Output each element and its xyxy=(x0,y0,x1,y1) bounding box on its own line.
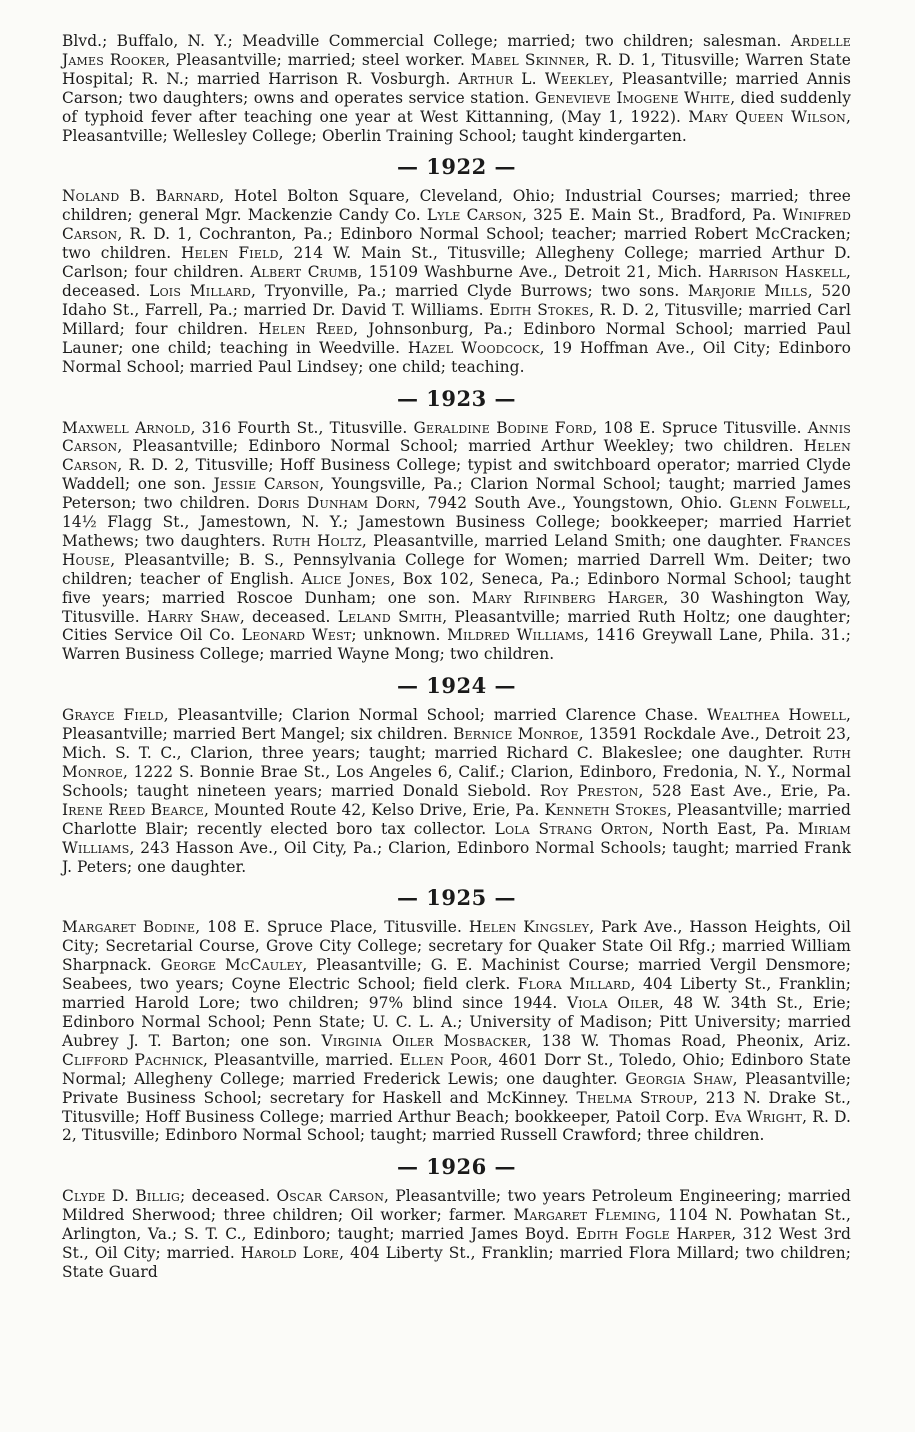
entry-details: , 48 W. 34th St., Erie; Edinboro Normal School; Penn State; U. C. L. A.; University of Madison; Pitt University; married Aubrey J. T. Barton; one son. xyxy=(62,994,851,1050)
year-section xyxy=(62,674,851,876)
person-name: Glenn Folwell xyxy=(729,494,846,513)
year-section xyxy=(62,387,851,665)
entry-details: , 404 Liberty St., Franklin; married Harold Lore; two children; 97% blind since 1944. xyxy=(62,975,851,1013)
entry-details: , R. D. 2, Titusville; Hoff Business College; typist and switchboard operator; married Clyde Waddell; one son. xyxy=(62,456,851,494)
person-name: Edith Stokes xyxy=(489,300,590,319)
entry-details: , died suddenly of typhoid fever after teaching one year at West Kittanning, (May 1, 1922). xyxy=(62,88,851,126)
entry-details: , 1104 N. Powhatan St., Arlington, Va.; S. T. C., Edinboro; taught; married James Boyd. xyxy=(62,1206,851,1244)
entry-details: , Pleasantville; Clarion Normal School; married Clarence Chase. xyxy=(163,706,699,725)
entry-details: , 4601 Dorr St., Toledo, Ohio; Edinboro State Normal; Allegheny College; married Frederick Lewis; one daughter. xyxy=(62,1050,851,1088)
entry xyxy=(272,532,783,550)
person-name: Harry Shaw xyxy=(146,607,240,626)
person-name: Margaret Bodine xyxy=(62,918,196,937)
entry-details: , Pleasantville; married; steel worker. xyxy=(165,50,465,69)
entry-details: ; deceased. xyxy=(180,1187,271,1206)
entry xyxy=(414,419,802,437)
person-name: Helen Kingsley xyxy=(468,918,590,937)
entry-details: , 214 W. Main St., Titusville; Allegheny College; married Arthur D. Carlson; four children. xyxy=(62,244,851,282)
person-name: Albert Crumb xyxy=(250,263,358,282)
entry-details: , Pleasantville; two years Petroleum Engineering; married Mildred Sherwood; three children; Oil worker; farmer. xyxy=(62,1187,851,1225)
section-paragraph xyxy=(62,419,851,665)
person-name: Maxwell Arnold xyxy=(62,418,191,437)
entry-details: , Tryonville, Pa.; married Clyde Burrows; two sons. xyxy=(251,281,680,300)
person-name: Helen Reed xyxy=(258,319,354,338)
person-name: Viola Oiler xyxy=(566,994,659,1013)
entry-details: , 108 E. Spruce Titusville. xyxy=(592,418,802,437)
entry xyxy=(62,1051,394,1069)
person-name: Frances House xyxy=(62,531,851,569)
person-name: Leonard West xyxy=(241,626,352,645)
entry xyxy=(242,626,441,644)
entry xyxy=(147,608,331,626)
person-name: Genevieve Imogene White xyxy=(534,88,731,107)
year-section xyxy=(62,886,851,1145)
entry-details: , 138 W. Thomas Road, Pheonix, Ariz. xyxy=(526,1031,851,1050)
entry-details: , R. D. 1, Titusville; Warren State Hospital; R. N.; married Harrison R. Vosburgh. xyxy=(62,50,851,88)
entry-details: , Hotel Bolton Square, Cleveland, Ohio; Industrial Courses; married; three children; general Mgr. Mackenzie Candy Co. xyxy=(62,187,851,225)
person-name: Lola Strang Orton xyxy=(494,819,649,838)
person-name: Ruth Holtz xyxy=(272,531,362,550)
person-name: Mabel Skinner xyxy=(470,50,585,69)
person-name: Ardelle James Rooker xyxy=(62,32,851,69)
entry xyxy=(62,801,539,819)
person-name: Arthur L. Weekley xyxy=(458,69,609,88)
entry xyxy=(250,263,702,281)
entry-details: , 7942 South Ave., Youngstown, Ohio. xyxy=(415,494,723,513)
person-name: Alice Jones xyxy=(301,569,391,588)
entry-details: , Youngsville, Pa.; Clarion Normal School; taught; married James Peterson; two children. xyxy=(62,475,851,513)
person-name: Thelma Stroup xyxy=(576,1088,694,1107)
person-name: Helen Carson xyxy=(62,437,852,475)
entry-details: , 15109 Washburne Ave., Detroit 21, Mich. xyxy=(357,263,703,282)
year-heading: — 1923 — xyxy=(396,385,517,411)
entry-details: , deceased. xyxy=(62,263,851,300)
entry-details: , Mounted Route 42, Kelso Drive, Erie, Pa. xyxy=(203,800,540,819)
entry-details: , Box 102, Seneca, Pa.; Edinboro Normal School; taught five years; married Roscoe Dunham; one son. xyxy=(62,569,851,607)
year-heading: — 1922 — xyxy=(396,154,517,180)
person-name: Bernice Monroe xyxy=(453,725,579,744)
person-name: Flora Millard xyxy=(517,975,631,994)
entry xyxy=(257,494,722,512)
person-name: Harrison Haskell xyxy=(708,263,846,282)
entry-details: , 243 Hasson Ave., Oil City, Pa.; Clarion, Edinboro Normal Schools; taught; married Frank J. Peters; one daughter. xyxy=(62,838,851,876)
entry-details: , R. D. 1, Cochranton, Pa.; Edinboro Normal School; teacher; married Robert McCracken; two children. xyxy=(62,225,851,263)
entry-details: , Johnsonburg, Pa.; Edinboro Normal School; married Paul Launer; one child; teaching in Weedville. xyxy=(62,319,851,357)
section-paragraph xyxy=(62,706,851,876)
section-paragraph xyxy=(62,1187,851,1282)
entry-details: , Pleasantville, married. xyxy=(202,1050,394,1069)
entry-details: , 1416 Greywall Lane, Phila. 31.; Warren Business College; married Wayne Mong; two children. xyxy=(62,626,851,664)
entry-details: , R. D. 2, Titusville; married Carl Millard; four children. xyxy=(62,300,851,338)
person-name: Margaret Fleming xyxy=(513,1206,657,1225)
entry-details: , 316 Fourth St., Titusville. xyxy=(190,418,408,437)
entry xyxy=(495,820,790,838)
entry-details: , Pleasantville; G. E. Machinist Course; married Vergil Densmore; Seabees, two years; Coyne Electric School; field clerk. xyxy=(62,956,851,994)
person-name: Lyle Carson xyxy=(426,206,523,225)
entry-details: , Pleasantville; married Charlotte Blair; recently elected boro tax collector. xyxy=(62,800,851,838)
entry-details: , Pleasantville, married Leland Smith; one daughter. xyxy=(361,531,783,550)
person-name: Roy Preston xyxy=(539,781,639,800)
entry xyxy=(540,782,851,800)
entry-details: , 1222 S. Bonnie Brae St., Los Angeles 6, Calif.; Clarion, Edinboro, Fredonia, N. Y., Normal Schools; taught nineteen years; married Donald Siebold. xyxy=(62,763,851,800)
entry-details: , 19 Hoffman Ave., Oil City; Edinboro Normal School; married Paul Lindsey; one child; teaching. xyxy=(62,338,851,376)
year-heading: — 1925 — xyxy=(396,885,517,911)
entry-details: , Pleasantville; married Annis Carson; two daughters; owns and operates service station. xyxy=(62,69,851,107)
entry-details: , Pleasantville; B. S., Pennsylvania College for Women; married Darrell Wm. Deiter; two children; teacher of English. xyxy=(62,550,851,588)
entry-details: , Pleasantville; married Ruth Holtz; one daughter; Cities Service Oil Co. xyxy=(62,607,851,645)
person-name: Hazel Woodcock xyxy=(407,338,540,357)
entry-details: , 30 Washington Way, Titusville. xyxy=(62,588,852,626)
entry-details: , Pleasantville; Wellesley College; Oberlin Training School; taught kindergarten. xyxy=(62,107,851,145)
person-name: Edith Fogle Harper xyxy=(575,1225,732,1244)
entry xyxy=(62,32,781,50)
entry xyxy=(62,918,462,936)
person-name: Ellen Poor xyxy=(399,1050,488,1069)
person-name: Eva Wright xyxy=(714,1107,803,1126)
person-name: Marjorie Mills xyxy=(688,281,808,300)
person-name: Clifford Pachnick xyxy=(62,1050,203,1069)
entry-details: , 528 East Ave., Erie, Pa. xyxy=(638,781,851,800)
entry-details: , Pleasantville; married Bert Mangel; six children. xyxy=(62,706,852,744)
entry xyxy=(149,282,679,300)
person-name: Mary Rifinberg Harger xyxy=(471,588,664,607)
entry-details: , Pleasantville; Private Business School; secretary for Haskell and McKinney. xyxy=(62,1069,852,1107)
entry-details: Blvd.; Buffalo, N. Y.; Meadville Commercial College; married; two children; salesman. xyxy=(62,32,782,50)
person-name: George McCauley xyxy=(160,956,303,975)
year-heading: — 1926 — xyxy=(396,1154,517,1180)
person-name: Clyde D. Billig xyxy=(62,1187,180,1206)
person-name: Grayce Field xyxy=(62,706,164,725)
person-name: Oscar Carson xyxy=(276,1187,385,1206)
person-name: Wealthea Howell xyxy=(706,706,847,725)
entry-details: , R. D. 2, Titusville; Edinboro Normal School; taught; married Russell Crawford; three children. xyxy=(62,1107,851,1145)
entry xyxy=(62,1187,270,1205)
person-name: Harold Lore xyxy=(240,1244,340,1263)
person-name: Jessie Carson xyxy=(213,475,320,494)
person-name: Virginia Oiler Mosbacker xyxy=(321,1031,527,1050)
person-name: Irene Reed Bearce xyxy=(62,800,204,819)
year-sections xyxy=(62,155,851,1281)
entry-details: , 312 West 3rd St., Oil City; married. xyxy=(62,1225,851,1263)
person-name: Kenneth Stokes xyxy=(544,800,667,819)
entry xyxy=(322,1032,851,1050)
entry-details: ; unknown. xyxy=(351,626,441,645)
person-name: Winifred Carson xyxy=(62,206,852,244)
person-name: Mildred Williams xyxy=(447,626,585,645)
entry-details: , North East, Pa. xyxy=(648,819,790,838)
section-paragraph xyxy=(62,918,851,1145)
entry xyxy=(62,419,407,437)
entry-details: , Park Ave., Hasson Heights, Oil City; Secretarial Course, Grove City College; secretary for Quaker State Oil Rfg.; married William Sharpnack. xyxy=(62,918,852,975)
person-name: Geraldine Bodine Ford xyxy=(413,418,593,437)
year-heading: — 1924 — xyxy=(396,673,517,699)
section-paragraph xyxy=(62,187,851,376)
entry-details: , 404 Liberty St., Franklin; married Flora Millard; two children; State Guard xyxy=(62,1244,852,1281)
person-name: Lois Millard xyxy=(149,281,251,300)
person-name: Doris Dunham Dorn xyxy=(257,494,416,513)
entry xyxy=(427,206,777,224)
person-name: Annis Carson xyxy=(62,418,851,456)
person-name: Helen Field xyxy=(181,244,279,263)
entry-details: , 520 Idaho St., Farrell, Pa.; married Dr. David T. Williams. xyxy=(62,281,852,319)
entry xyxy=(62,706,698,724)
person-name: Georgia Shaw xyxy=(625,1069,733,1088)
person-name: Miriam Williams xyxy=(62,819,851,857)
entry-details: , 14½ Flagg St., Jamestown, N. Y.; Jamestown Business College; bookkeeper; married Harriet Mathews; two daughters. xyxy=(62,494,851,550)
person-name: Mary Queen Wilson xyxy=(688,107,846,126)
entry-details: , Pleasantville; Edinboro Normal School; married Arthur Weekley; two children. xyxy=(117,437,794,456)
entry-details: , 13591 Rockdale Ave., Detroit 23, Mich. S. T. C., Clarion, three years; taught; married Richard C. Blakeslee; one daughter. xyxy=(62,725,851,763)
year-section xyxy=(62,1155,851,1282)
person-name: Ruth Monroe xyxy=(62,744,851,781)
year-section xyxy=(62,155,851,376)
intro-paragraph xyxy=(62,32,851,145)
entry-details: , 108 E. Spruce Place, Titusville. xyxy=(195,918,463,937)
person-name: Leland Smith xyxy=(337,607,443,626)
entry-details: , 325 E. Main St., Bradford, Pa. xyxy=(522,206,777,225)
person-name: Noland B. Barnard xyxy=(62,187,220,206)
entry-details: , 213 N. Drake St., Titusville; Hoff Business College; married Arthur Beach; bookkeeper, Patoil Corp. xyxy=(62,1088,852,1126)
entry-details: , deceased. xyxy=(239,607,331,626)
